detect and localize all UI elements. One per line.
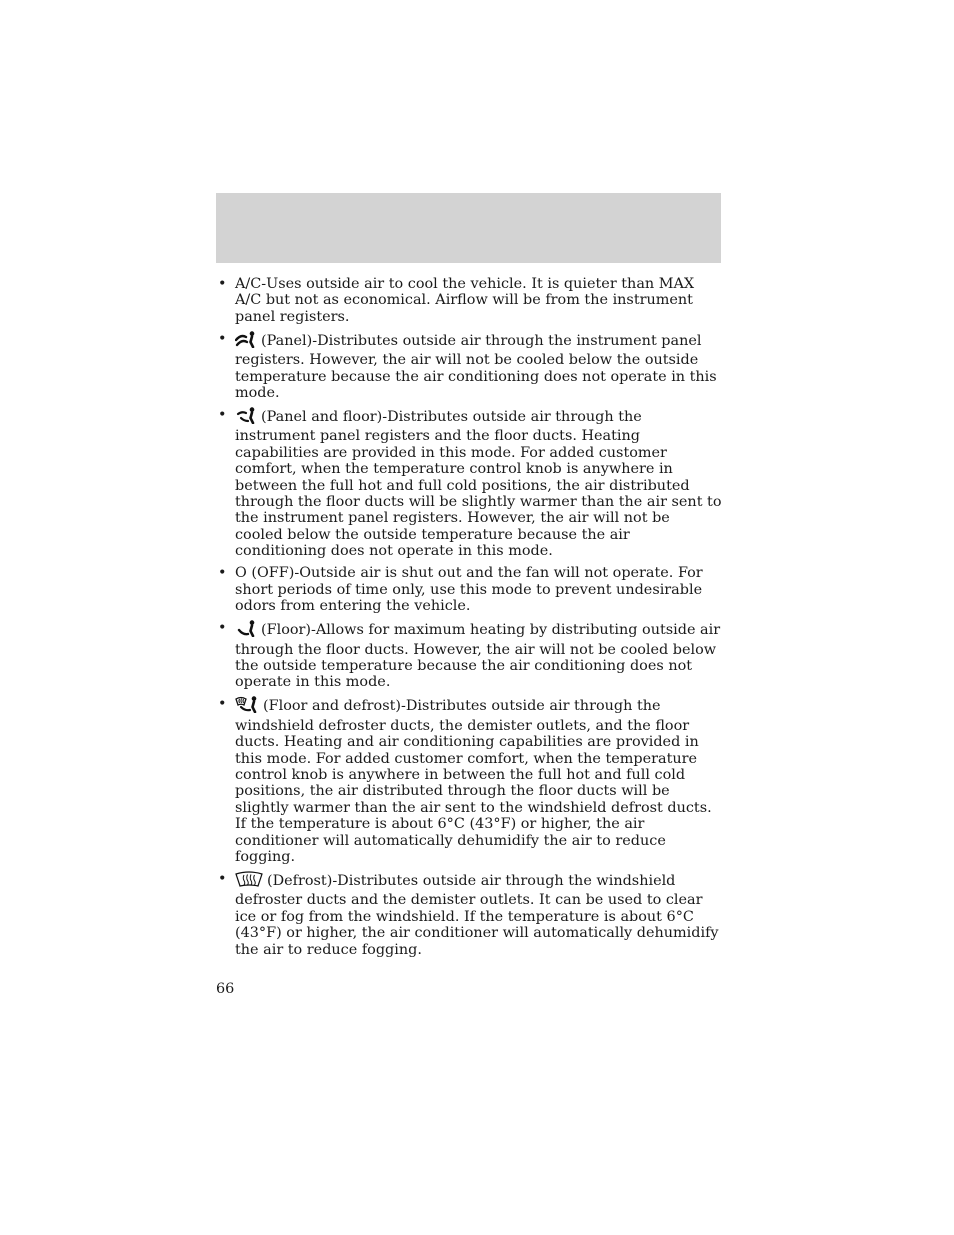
item-text: (Floor and defrost)-Distributes outside air through the windshield defroster ducts, the demister outlets, and the floor ducts. Heating and air conditioning capabilities are provided in this mode. For added customer comfort, when the temperature control knob is anywhere in between the full hot and full cold positions, the air distributed through the floor ducts will be slightly warmer than the air sent to the windshield defrost ducts. If the temperature is about 6°C (43°F) or higher, the air conditioner will automatically dehumidify the air to reduce fogging.: [235, 698, 712, 865]
floor-defrost-icon: [235, 696, 259, 717]
item-text: A/C-Uses outside air to cool the vehicle. It is quieter than MAX A/C but not as economical. Airflow will be from the instrument panel registers.: [235, 276, 695, 325]
panel-floor-vent-icon: [235, 407, 257, 428]
defrost-icon: [235, 871, 263, 892]
page-number: 66: [216, 981, 235, 997]
list-item-panel-floor: [216, 407, 722, 560]
item-text: (Defrost)-Distributes outside air through the windshield defroster ducts and the demister outlets. It can be used to clear ice or fog from the windshield. If the temperature is about 6°C (43°F) or higher, the air conditioner will automatically dehumidify the air to reduce fogging.: [235, 872, 719, 958]
list-item-panel: [216, 331, 722, 402]
item-text: (Floor)-Allows for maximum heating by distributing outside air through the floor ducts. However, the air will not be cooled below the outside temperature because the air conditioning does not operate in this mode.: [235, 622, 721, 691]
list-item-floor-defrost: [216, 696, 722, 865]
item-text: (Panel)-Distributes outside air through the instrument panel registers. However, the air will not be cooled below the outside temperature because the air conditioning does not operate in this mode.: [235, 332, 717, 402]
climate-mode-list: [216, 276, 722, 964]
list-item-defrost: [216, 871, 722, 958]
list-item-ac: [216, 276, 722, 325]
section-header-band: [216, 193, 721, 263]
list-item-floor: [216, 620, 722, 691]
panel-vent-icon: [235, 331, 257, 352]
item-text: O (OFF)-Outside air is shut out and the fan will not operate. For short periods of time only, use this mode to prevent undesirable odors from entering the vehicle.: [235, 565, 703, 615]
list-item-off: [216, 565, 722, 614]
item-text: (Panel and floor)-Distributes outside air through the instrument panel registers and the floor ducts. Heating capabilities are provided in this mode. For added customer comfort, when the temperature control knob is anywhere in between the full hot and full cold positions, the air distributed through the floor ducts will be slightly warmer than the air sent to the instrument panel registers. However, the air will not be cooled below the outside temperature because the air conditioning does not operate in this mode.: [235, 409, 722, 560]
floor-vent-icon: [235, 620, 257, 641]
